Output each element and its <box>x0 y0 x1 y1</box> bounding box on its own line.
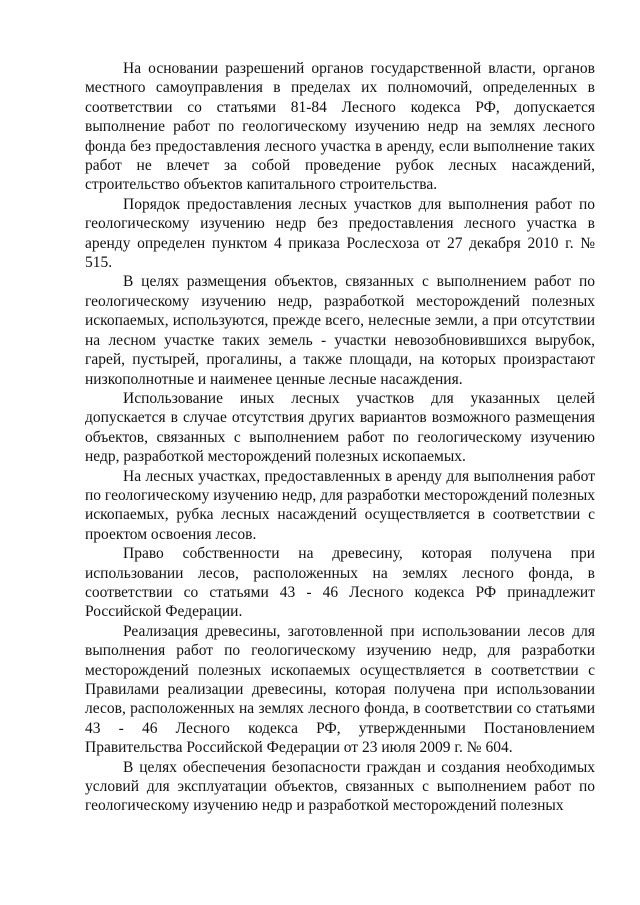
paragraph-6: Право собственности на древесину, которая получена при использовании лесов, расположенных на землях лесного фонда, в соответствии со статьями 43 - 46 Лесного кодекса РФ принадлежит Российской Федерации. <box>85 545 595 621</box>
document-body <box>85 59 595 816</box>
paragraph-5: На лесных участках, предоставленных в аренду для выполнения работ по геологическому изучению недр, для разработки месторождений полезных ископаемых, рубка лесных насаждений осуществляется в соответствии с проектом освоения лесов. <box>85 467 595 543</box>
paragraph-8: В целях обеспечения безопасности граждан и создания необходимых условий для эксплуатации объектов, связанных с выполнением работ по геологическому изучению недр и разработкой месторождений полезных <box>85 758 595 815</box>
paragraph-1: На основании разрешений органов государственной власти, органов местного самоуправления в пределах их полномочий, определенных в соответствии со статьями 81-84 Лесного кодекса РФ, допускается выполнение работ по геологическому изучению недр на землях лесного фонда без предоставления лесного участка в аренду, если выполнение таких работ не влечет за собой проведение рубок лесных насаждений, строительство объектов капитального строительства. <box>85 60 595 194</box>
paragraph-7: Реализация древесины, заготовленной при использовании лесов для выполнения работ по геологическому изучению недр, для разработки месторождений полезных ископаемых осуществляется в соответствии с Правилами реализации древесины, которая получена при использовании лесов, расположенных на землях лесного фонда, в соответствии со статьями 43 - 46 Лесного кодекса РФ, утвержденными Постановлением Правительства Российской Федерации от 23 июля 2009 г. № 604. <box>85 622 595 757</box>
paragraph-2: Порядок предоставления лесных участков для выполнения работ по геологическому изучению недр без предоставления лесного участка в аренду определен пунктом 4 приказа Рослесхоза от 27 декабря 2010 г. № 515. <box>85 195 595 272</box>
paragraph-3: В целях размещения объектов, связанных с выполнением работ по геологическому изучению недр, разработкой месторождений полезных ископаемых, используются, прежде всего, нелесные земли, а при отсутствии на лесном участке таких земель - участки невозобновившихся вырубок, гарей, пустырей, прогалины, а также площади, на которых произрастают низкополнотные и наименее ценные лесные насаждения. <box>85 273 595 388</box>
paragraph-4: Использование иных лесных участков для указанных целей допускается в случае отсутствия других вариантов возможного размещения объектов, связанных с выполнением работ по геологическому изучению недр, разработкой месторождений полезных ископаемых. <box>85 389 595 466</box>
